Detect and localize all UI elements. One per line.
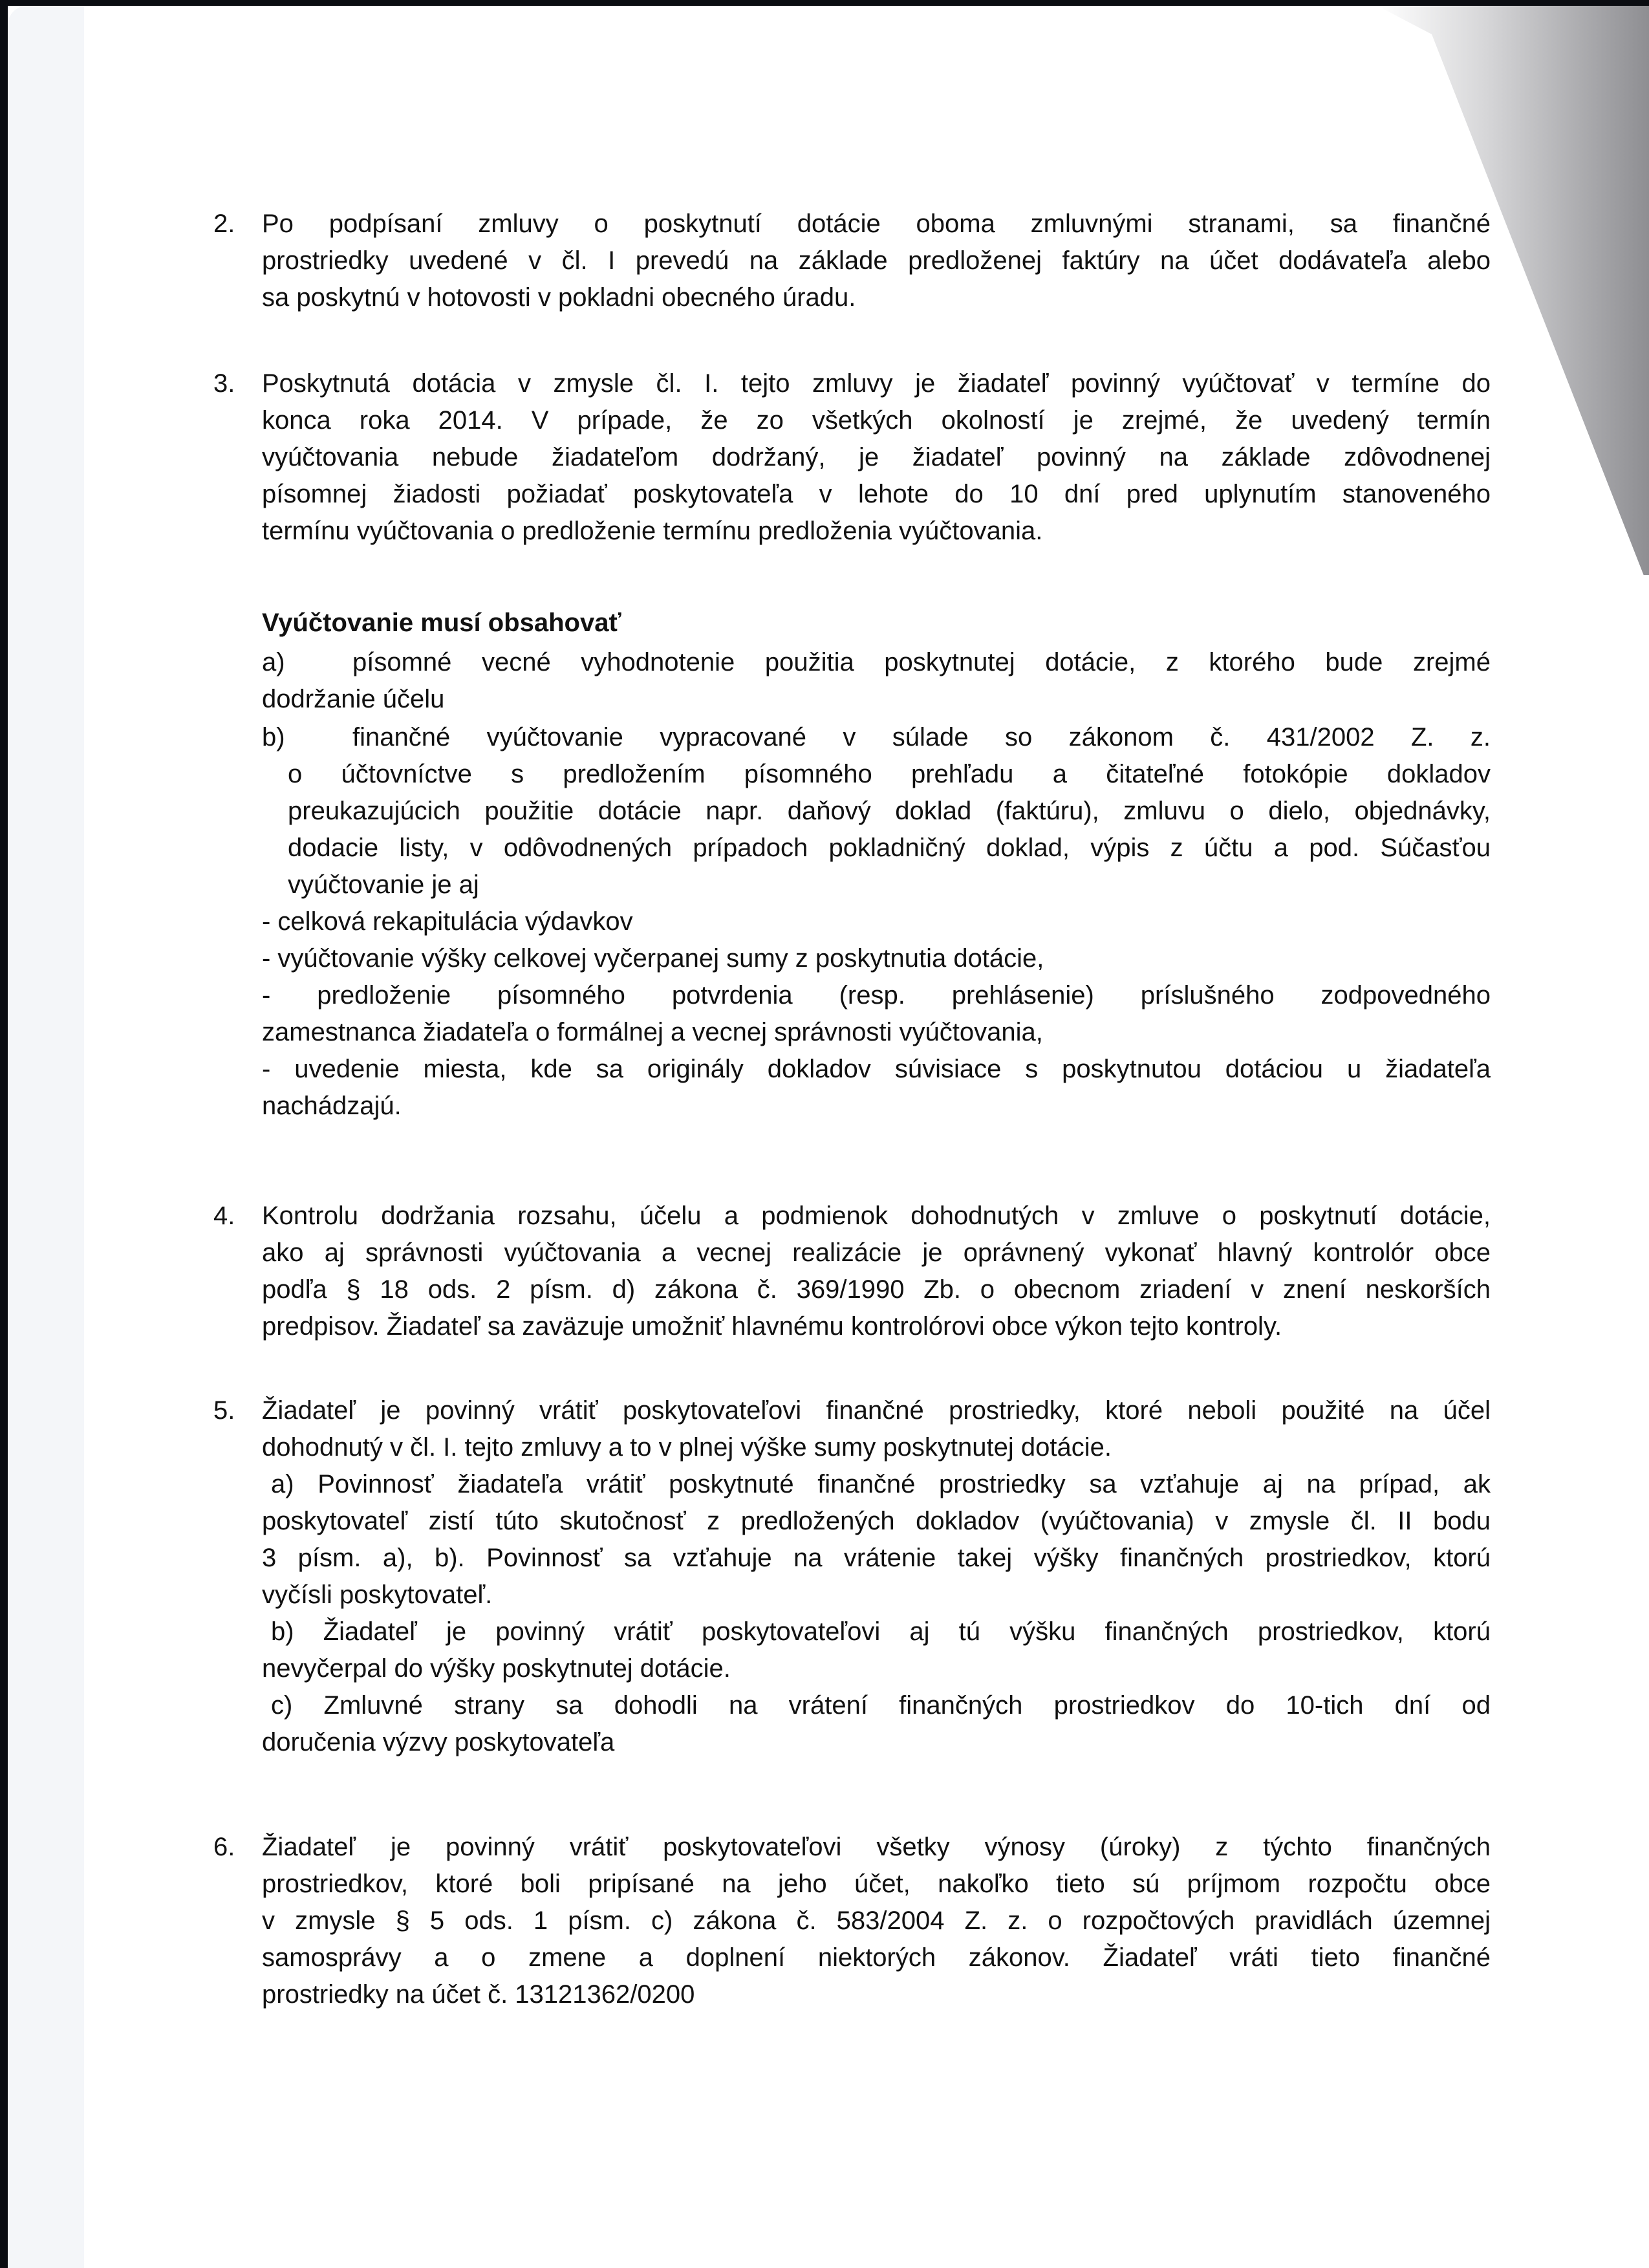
dash-line: - uvedenie miesta, kde sa originály dokladov súvisiace s poskytnutou dotáciou u žiadateľa	[262, 1055, 1491, 1083]
dash-line: - vyúčtovanie výšky celkovej vyčerpanej sumy z poskytnutia dotácie,	[262, 944, 1044, 973]
clause-5-sub-c	[262, 1687, 1491, 1761]
clause-line: termínu vyúčtovania o predloženie termínu predloženia vyúčtovania.	[262, 517, 1043, 545]
clause-line: c) Zmluvné strany sa dohodli na vrátení finančných prostriedkov do 10-tich dní od	[271, 1691, 1491, 1720]
clause-number: 3.	[213, 369, 235, 398]
clause-line: Žiadateľ je povinný vrátiť poskytovateľovi finančné prostriedky, ktoré neboli použité na účel	[262, 1396, 1491, 1425]
item-label: a)	[262, 648, 285, 676]
clause-2	[213, 206, 1491, 316]
clause-line: podľa § 18 ods. 2 písm. d) zákona č. 369/1990 Zb. o obecnom zriadení v znení neskorších	[262, 1275, 1491, 1304]
clause-line: a) Povinnosť žiadateľa vrátiť poskytnuté finančné prostriedky sa vzťahuje aj na prípad, ak	[271, 1470, 1491, 1498]
clause-line: prostriedky na účet č. 13121362/0200	[262, 1980, 695, 2009]
billing-line: vyúčtovanie je aj	[288, 870, 479, 899]
billing-item-b	[262, 719, 1491, 903]
clause-line: b) Žiadateľ je povinný vrátiť poskytovateľovi aj tú výšku finančných prostriedkov, ktorú	[271, 1617, 1491, 1646]
billing-line: b) finančné vyúčtovanie vypracované v súlade so zákonom č. 431/2002 Z. z.	[262, 719, 1491, 756]
billing-heading: Vyúčtovanie musí obsahovať	[262, 609, 621, 637]
billing-line: dodržanie účelu	[262, 685, 445, 713]
clause-number: 4.	[213, 1202, 235, 1230]
clause-number: 5.	[213, 1396, 235, 1425]
clause-5-sub-a	[262, 1466, 1491, 1614]
dash-line: - predloženie písomného potvrdenia (resp. prehlásenie) príslušného zodpovedného	[262, 981, 1491, 1010]
billing-line: dodacie listy, v odôvodnených prípadoch pokladničný doklad, výpis z účtu a pod. Súčasťou	[288, 834, 1491, 862]
clause-line: Po podpísaní zmluvy o poskytnutí dotácie oboma zmluvnými stranami, sa finančné	[262, 210, 1491, 238]
clause-line: Poskytnutá dotácia v zmysle čl. I. tejto zmluvy je žiadateľ povinný vyúčtovať v termíne do	[262, 369, 1491, 398]
clause-line: vyčísli poskytovateľ.	[262, 1581, 493, 1609]
clause-line: prostriedkov, ktoré boli pripísané na jeho účet, nakoľko tieto sú príjmom rozpočtu obce	[262, 1870, 1491, 1898]
dash-line: - celková rekapitulácia výdavkov	[262, 907, 633, 936]
clause-line: Kontrolu dodržania rozsahu, účelu a podmienok dohodnutých v zmluve o poskytnutí dotácie,	[262, 1202, 1491, 1230]
clause-line: doručenia výzvy poskytovateľa	[262, 1728, 615, 1756]
clause-5	[213, 1392, 1491, 1761]
clause-line: samosprávy a o zmene a doplnení niektorých zákonov. Žiadateľ vráti tieto finančné	[262, 1943, 1491, 1972]
clause-line: predpisov. Žiadateľ sa zaväzuje umožniť hlavnému kontrolórovi obce výkon tejto kontroly.	[262, 1312, 1282, 1341]
dash-line: zamestnanca žiadateľa o formálnej a vecnej správnosti vyúčtovania,	[262, 1018, 1043, 1046]
item-label: b)	[262, 723, 285, 751]
clause-line: sa poskytnú v hotovosti v pokladni obecného úradu.	[262, 283, 856, 312]
clause-5-sub-b	[262, 1614, 1491, 1687]
clause-line: Žiadateľ je povinný vrátiť poskytovateľovi všetky výnosy (úroky) z týchto finančných	[262, 1833, 1491, 1861]
clause-line: dohodnutý v čl. I. tejto zmluvy a to v plnej výške sumy poskytnutej dotácie.	[262, 1433, 1112, 1462]
billing-dash-list	[262, 903, 1491, 1125]
clause-line: vyúčtovania nebude žiadateľom dodržaný, je žiadateľ povinný na základe zdôvodnenej	[262, 443, 1491, 471]
billing-line: a) písomné vecné vyhodnotenie použitia poskytnutej dotácie, z ktorého bude zrejmé	[262, 644, 1491, 681]
billing-line: preukazujúcich použitie dotácie napr. daňový doklad (faktúru), zmluvu o dielo, objednávky,	[288, 797, 1491, 825]
clause-line: nevyčerpal do výšky poskytnutej dotácie.	[262, 1654, 731, 1683]
clause-number: 6.	[213, 1833, 235, 1861]
clause-line: konca roka 2014. V prípade, že zo všetkých okolností je zrejmé, že uvedený termín	[262, 406, 1491, 435]
clause-6	[213, 1829, 1491, 2013]
clause-line: písomnej žiadosti požiadať poskytovateľa v lehote do 10 dní pred uplynutím stanoveného	[262, 480, 1491, 508]
clause-number: 2.	[213, 210, 235, 238]
clause-line: poskytovateľ zistí túto skutočnosť z predložených dokladov (vyúčtovania) v zmysle čl. II bodu	[262, 1507, 1491, 1535]
clause-4	[213, 1198, 1491, 1345]
dash-line: nachádzajú.	[262, 1092, 402, 1120]
clause-line: 3 písm. a), b). Povinnosť sa vzťahuje na vrátenie takej výšky finančných prostriedkov, ktorú	[262, 1544, 1491, 1572]
clause-line: v zmysle § 5 ods. 1 písm. c) zákona č. 583/2004 Z. z. o rozpočtových pravidlách územnej	[262, 1906, 1491, 1935]
clause-line: ako aj správnosti vyúčtovania a vecnej realizácie je oprávnený vykonať hlavný kontrolór obce	[262, 1238, 1491, 1267]
clause-3	[213, 365, 1491, 550]
billing-line: o účtovníctve s predložením písomného prehľadu a čitateľné fotokópie dokladov	[288, 760, 1491, 788]
billing-item-a	[262, 644, 1491, 718]
clause-line: prostriedky uvedené v čl. I prevedú na základe predloženej faktúry na účet dodávateľa alebo	[262, 246, 1491, 275]
